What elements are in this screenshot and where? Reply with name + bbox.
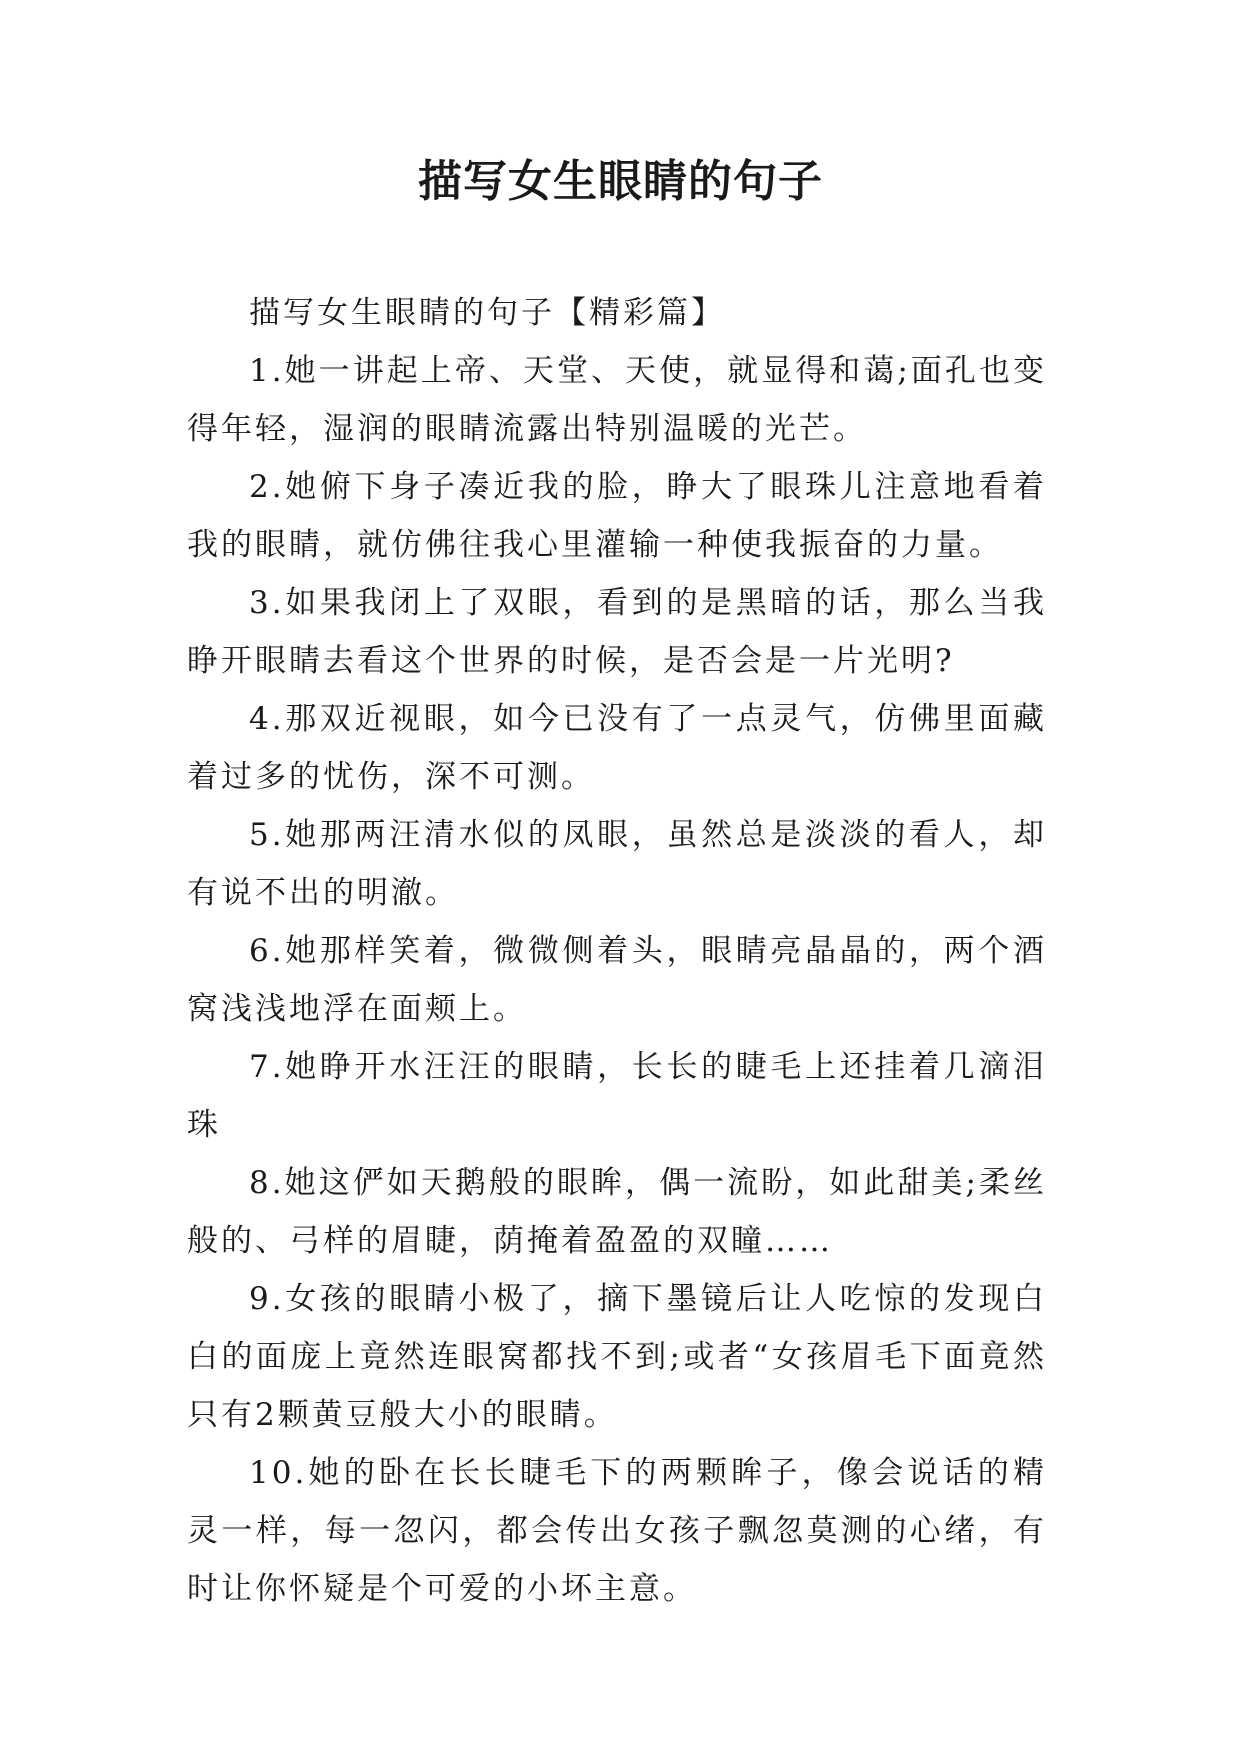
paragraph-2: 2.她俯下身子凑近我的脸，睁大了眼珠儿注意地看着我的眼睛，就仿佛往我心里灌输一种使我振奋的力量。 xyxy=(187,469,1047,563)
paragraph-10: 10.她的卧在长长睫毛下的两颗眸子，像会说话的精灵一样，每一忽闪，都会传出女孩子飘忽莫测的心绪，有时让你怀疑是个可爱的小坏主意。 xyxy=(187,1455,1047,1607)
paragraph-1: 1.她一讲起上帝、天堂、天使，就显得和蔼;面孔也变得年轻，湿润的眼睛流露出特别温暖的光芒。 xyxy=(187,353,1047,447)
paragraph-7: 7.她睁开水汪汪的眼睛，长长的睫毛上还挂着几滴泪珠 xyxy=(187,1049,1047,1143)
paragraph-9: 9.女孩的眼睛小极了，摘下墨镜后让人吃惊的发现白白的面庞上竟然连眼窝都找不到;或者“女孩眉毛下面竟然只有2颗黄豆般大小的眼睛。 xyxy=(187,1281,1047,1433)
paragraph-6: 6.她那样笑着，微微侧着头，眼睛亮晶晶的，两个酒窝浅浅地浮在面颊上。 xyxy=(187,933,1047,1027)
paragraph-5: 5.她那两汪清水似的凤眼，虽然总是淡淡的看人，却有说不出的明澈。 xyxy=(187,817,1047,911)
document-title: 描写女生眼睛的句子 xyxy=(418,156,823,207)
section-heading: 描写女生眼睛的句子【精彩篇】 xyxy=(249,295,725,331)
paragraph-4: 4.那双近视眼，如今已没有了一点灵气，仿佛里面藏着过多的忧伤，深不可测。 xyxy=(187,701,1047,795)
paragraph-8: 8.她这俨如天鹅般的眼眸，偶一流盼，如此甜美;柔丝般的、弓样的眉睫，荫掩着盈盈的双瞳…… xyxy=(187,1165,1047,1259)
paragraph-3: 3.如果我闭上了双眼，看到的是黑暗的话，那么当我睁开眼睛去看这个世界的时候，是否会是一片光明? xyxy=(187,585,1047,679)
document-body xyxy=(187,284,1047,1618)
